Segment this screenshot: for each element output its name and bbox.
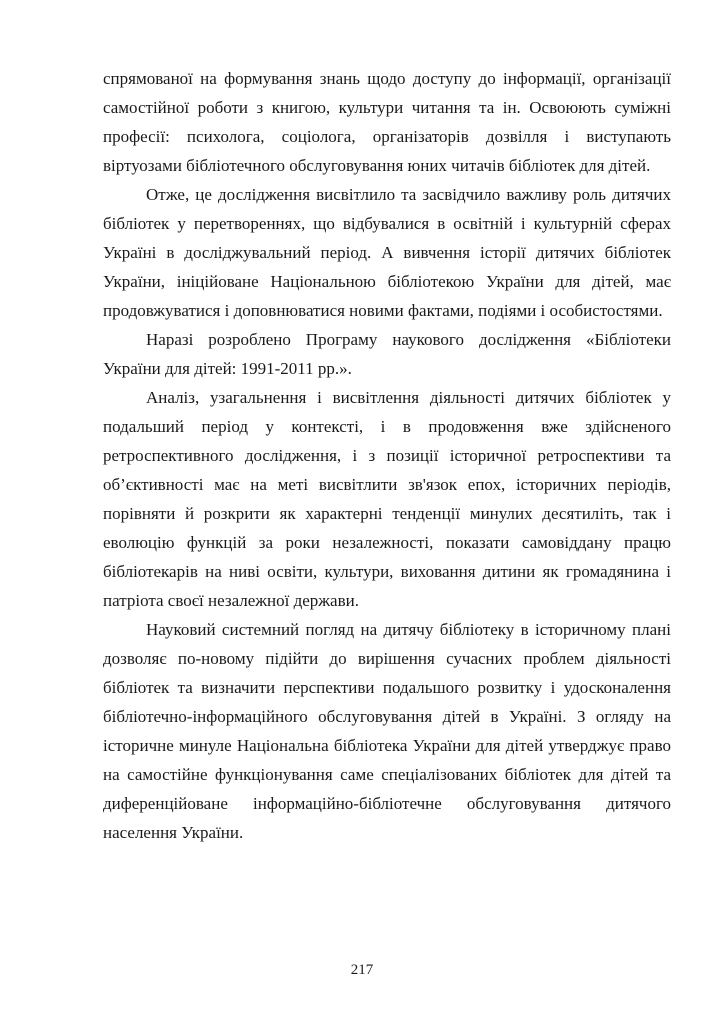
paragraph: Аналіз, узагальнення і висвітлення діяльності дитячих бібліотек у подальший період у контексті, і в продовження вже здійсненого ретроспективного дослідження, і з позиції історичної ретроспективи та об’єктивності має на меті висвітлити зв'язок епох, історичних періодів, порівняти й розкрити як характерні тенденції минулих десятиліть, так і еволюцію функцій за роки незалежності, показати самовіддану працю бібліотекарів на ниві освіти, культури, виховання дитини як громадянина і патріота своєї незалежної держави.: [103, 388, 671, 610]
page-number: 217: [350, 962, 374, 978]
paragraph: Отже, це дослідження висвітлило та засвідчило важливу роль дитячих бібліотек у перетвореннях, що відбувалися в освітній і культурній сферах Україні в досліджувальний період. А вивчення історії дитячих бібліотек України, ініційоване Національною бібліотекою України для дітей, має продовжуватися і доповнюватися новими фактами, подіями і особистостями.: [103, 185, 671, 320]
paragraph: Науковий системний погляд на дитячу бібліотеку в історичному плані дозволяє по-новому підійти до вирішення сучасних проблем діяльності бібліотек та визначити перспективи подальшого розвитку і удосконалення бібліотечно-інформаційного обслуговування дітей в Україні. З огляду на історичне минуле Національна бібліотека України для дітей утверджує право на самостійне функціонування саме спеціалізованих бібліотек для дітей та диференційоване інформаційно-бібліотечне обслуговування дитячого населення України.: [103, 620, 671, 842]
body-text: [103, 64, 671, 847]
paragraph: Наразі розроблено Програму наукового дослідження «Бібліотеки України для дітей: 1991-2011 рр.».: [103, 330, 671, 378]
paragraph-continuation: спрямованої на формування знань щодо доступу до інформації, організації самостійної роботи з книгою, культури читання та ін. Освоюють суміжні професії: психолога, соціолога, організаторів дозвілля і виступають віртуозами бібліотечного обслуговування юних читачів бібліотек для дітей.: [103, 69, 671, 175]
